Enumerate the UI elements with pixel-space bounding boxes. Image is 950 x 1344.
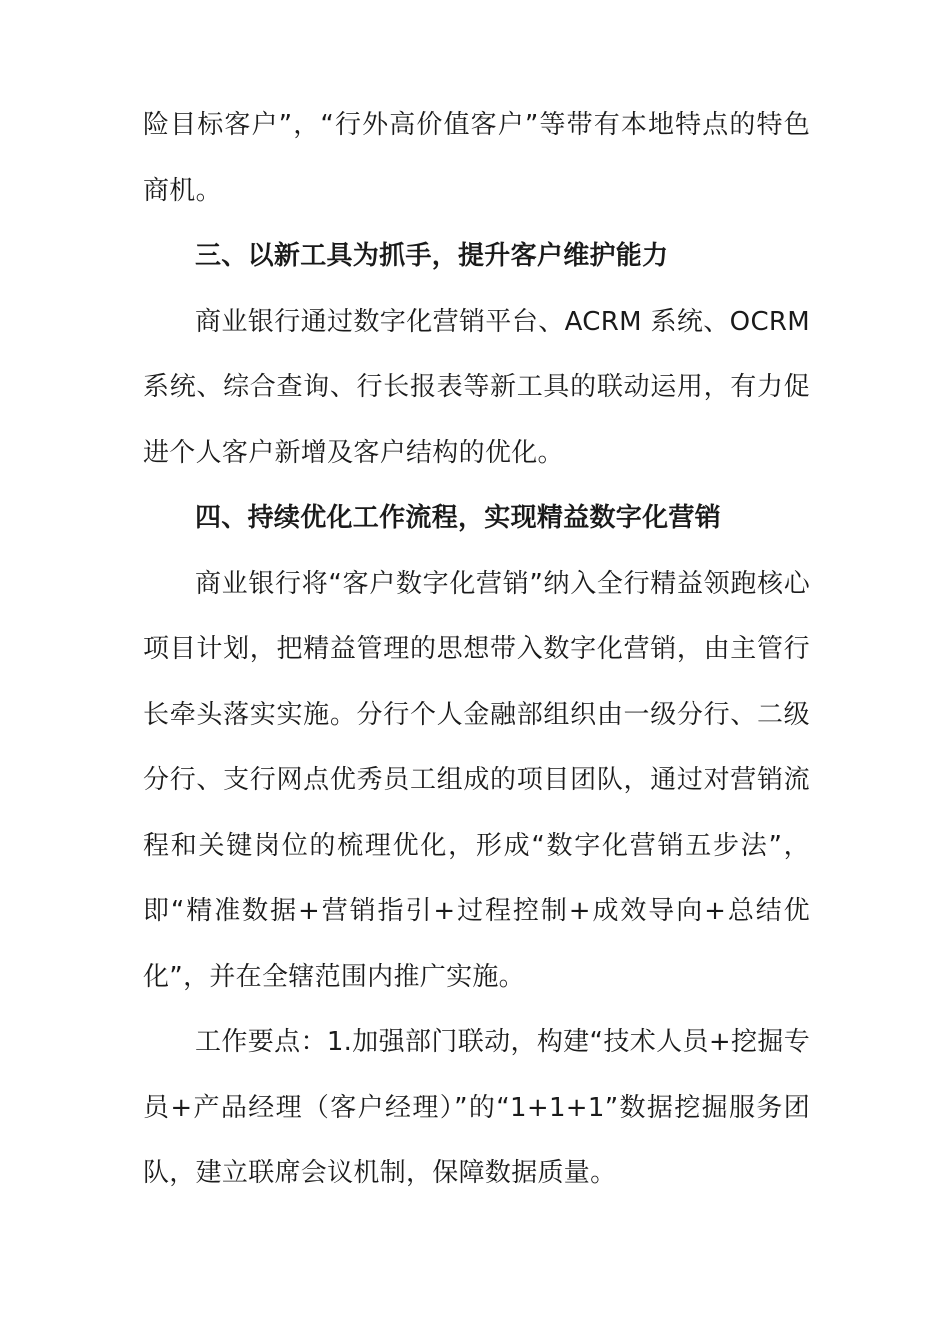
section-heading-four: 四、持续优化工作流程，实现精益数字化营销 [195,503,722,533]
paragraph-workflow: 商业银行将“客户数字化营销”纳入全行精益领跑核心项目计划，把精益管理的思想带入数字化营销，由主管行长牵头落实实施。分行个人金融部组织由一级分行、二级分行、支行网点优秀员工组成的项目团队，通过对营销流程和关键岗位的梳理优化，形成“数字化营销五步法”，即“精准数据+营销指引+过程控制+成效导向+总结优化”，并在全辖范围内推广实施。 [143,568,810,992]
document-body [143,93,810,1207]
paragraph-new-tools: 商业银行通过数字化营销平台、ACRM 系统、OCRM 系统、综合查询、行长报表等新工具的联动运用，有力促进个人客户新增及客户结构的优化。 [143,306,810,468]
paragraph-continuation: 险目标客户”，“行外高价值客户”等带有本地特点的特色商机。 [143,110,810,206]
section-heading-three: 三、以新工具为抓手，提升客户维护能力 [195,241,669,271]
paragraph-key-points: 工作要点：1.加强部门联动，构建“技术人员+挖掘专员+产品经理（客户经理）”的“1+1+1”数据挖掘服务团队，建立联席会议机制，保障数据质量。 [143,1027,810,1188]
